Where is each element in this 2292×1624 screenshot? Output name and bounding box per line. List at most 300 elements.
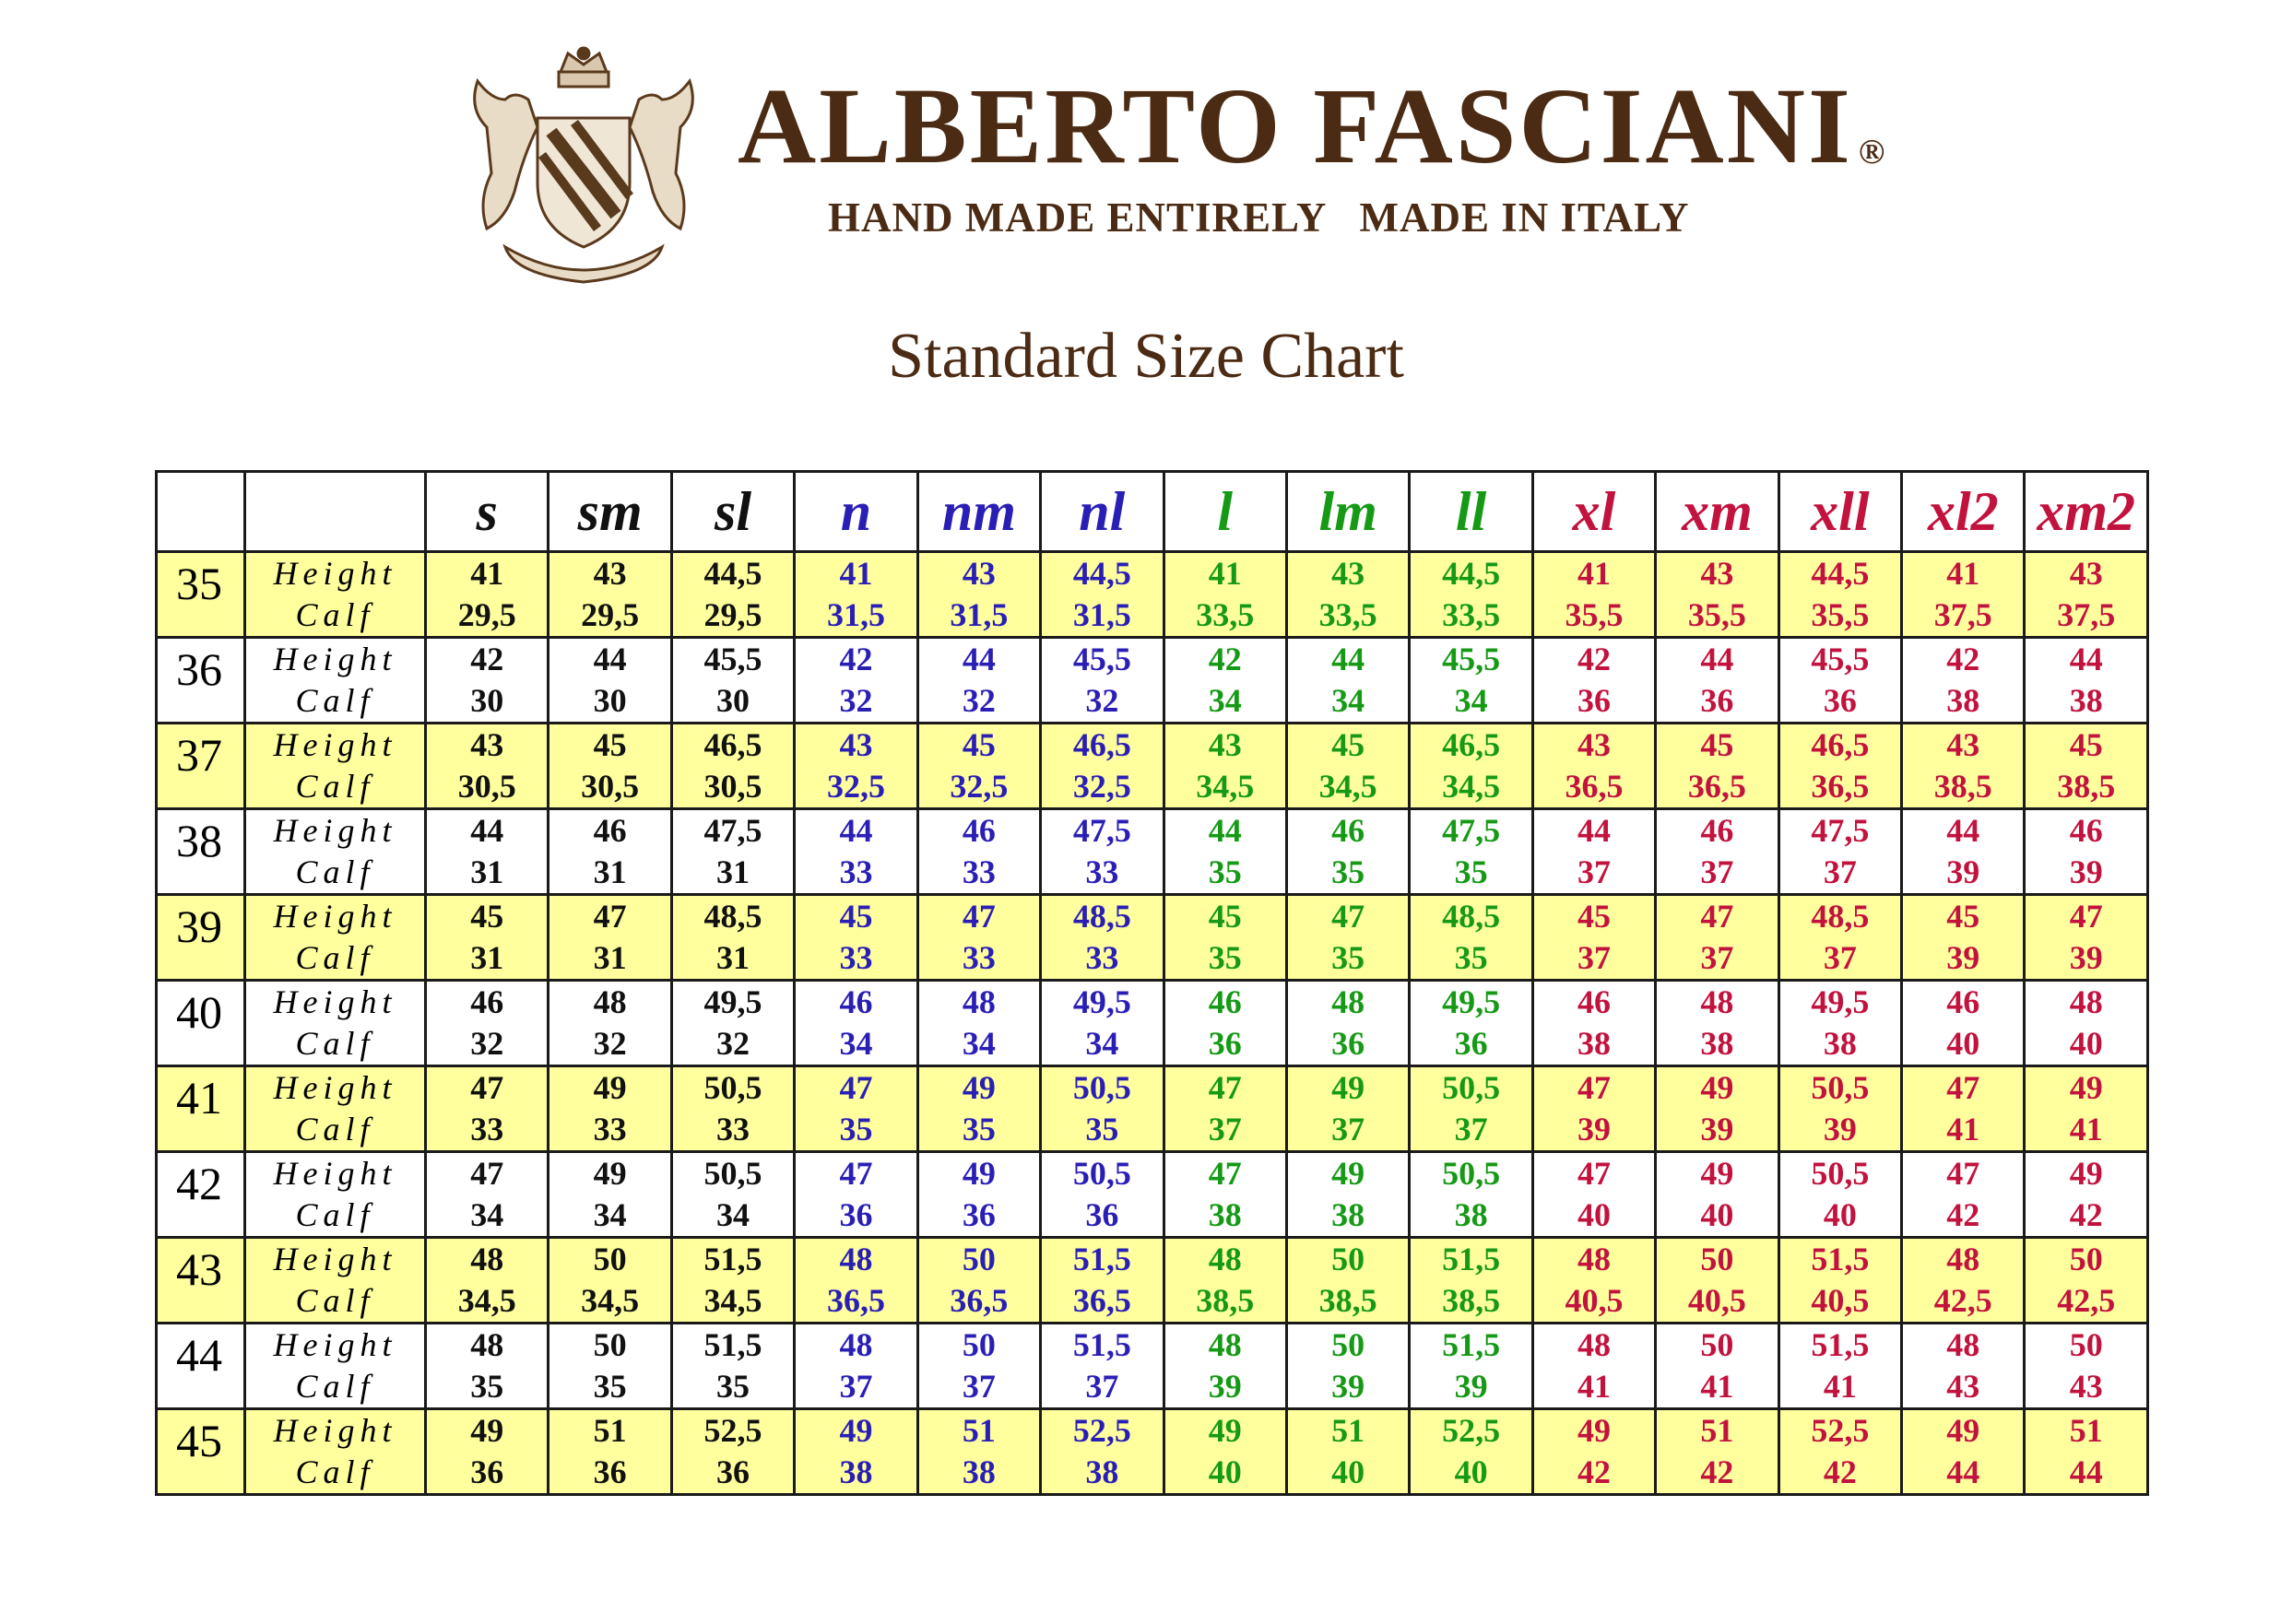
height-value: 52,5 <box>1811 1412 1870 1449</box>
height-value: 50 <box>1331 1241 1365 1277</box>
height-value: 50 <box>2069 1326 2103 1363</box>
size-value: 40 <box>176 986 222 1038</box>
value-cell-l <box>1164 1238 1286 1324</box>
calf-value: 36,5 <box>1811 768 1870 805</box>
calf-value: 31,5 <box>826 596 885 633</box>
height-value: 50,5 <box>1811 1155 1870 1192</box>
height-value: 47 <box>1946 1155 1980 1192</box>
calf-value: 38 <box>1454 1196 1488 1233</box>
value-cell-nm <box>917 895 1040 981</box>
calf-value: 41 <box>1946 1111 1980 1147</box>
calf-value: 33,5 <box>1318 596 1377 633</box>
height-value: 47,5 <box>1442 812 1501 849</box>
calf-value: 40 <box>1577 1196 1611 1233</box>
measure-label-cell <box>245 724 426 809</box>
value-cell-nl <box>1041 1152 1164 1238</box>
value-cell-xm <box>1656 1409 1778 1495</box>
value-cell-ll <box>1410 1066 1532 1152</box>
size-value: 38 <box>176 815 222 866</box>
calf-value: 37 <box>1454 1111 1488 1147</box>
value-cell-sl <box>671 895 794 981</box>
height-value: 41 <box>1208 555 1242 592</box>
height-label: Height <box>273 1155 397 1192</box>
column-header-xl: xl <box>1532 472 1655 552</box>
calf-value: 40 <box>1454 1453 1488 1490</box>
size-value: 41 <box>176 1072 222 1124</box>
value-cell-xll <box>1778 809 1901 895</box>
height-value: 49 <box>962 1155 996 1192</box>
table-row <box>157 1238 2148 1324</box>
calf-value: 37 <box>1208 1111 1242 1147</box>
value-cell-s <box>426 1324 549 1409</box>
height-value: 48,5 <box>1442 898 1501 935</box>
value-cell-xl2 <box>1902 809 2025 895</box>
value-cell-nl <box>1041 724 1164 809</box>
column-header-xm: xm <box>1656 472 1778 552</box>
height-value: 51 <box>1331 1412 1365 1449</box>
value-cell-n <box>795 638 917 724</box>
value-cell-n <box>795 1409 917 1495</box>
height-value: 48 <box>593 983 627 1020</box>
height-value: 47,5 <box>703 812 762 849</box>
height-value: 46 <box>1331 812 1365 849</box>
height-value: 49 <box>593 1069 627 1106</box>
value-cell-sm <box>549 724 671 809</box>
value-cell-xm <box>1656 1238 1778 1324</box>
value-cell-xm2 <box>2025 981 2147 1066</box>
height-value: 48 <box>470 1241 504 1277</box>
height-value: 49,5 <box>1442 983 1501 1020</box>
crest-logo <box>450 44 717 289</box>
value-cell-sm <box>549 1066 671 1152</box>
calf-value: 35 <box>593 1368 627 1405</box>
calf-value: 40 <box>1208 1453 1242 1490</box>
value-cell-sm <box>549 1238 671 1324</box>
value-cell-xll <box>1778 724 1901 809</box>
height-value: 46,5 <box>1442 726 1501 763</box>
height-value: 51,5 <box>703 1326 762 1363</box>
value-cell-sl <box>671 1238 794 1324</box>
size-value: 35 <box>176 558 222 609</box>
value-cell-nl <box>1041 1066 1164 1152</box>
value-cell-sm <box>549 1152 671 1238</box>
height-value: 48 <box>1946 1326 1980 1363</box>
value-cell-lm <box>1286 1409 1409 1495</box>
height-value: 45 <box>1946 898 1980 935</box>
calf-value: 37 <box>1700 939 1734 976</box>
height-value: 47 <box>1577 1069 1611 1106</box>
value-cell-nm <box>917 638 1040 724</box>
header-corner-size <box>157 472 245 552</box>
calf-value: 35,5 <box>1687 596 1746 633</box>
calf-value: 39 <box>1946 853 1980 890</box>
height-value: 45 <box>1700 726 1734 763</box>
height-value: 48,5 <box>703 898 762 935</box>
height-label: Height <box>273 641 397 677</box>
height-value: 46 <box>1946 983 1980 1020</box>
value-cell-lm <box>1286 895 1409 981</box>
calf-value: 31 <box>716 853 750 890</box>
calf-value: 35 <box>839 1111 873 1147</box>
value-cell-sm <box>549 552 671 638</box>
height-value: 44 <box>470 812 504 849</box>
height-value: 43 <box>1946 726 1980 763</box>
calf-value: 33 <box>962 853 996 890</box>
value-cell-nl <box>1041 981 1164 1066</box>
calf-value: 33 <box>593 1111 627 1147</box>
size-cell <box>157 809 245 895</box>
calf-value: 35 <box>1208 853 1242 890</box>
measure-label-cell <box>245 809 426 895</box>
value-cell-nl <box>1041 895 1164 981</box>
height-value: 46 <box>2069 812 2103 849</box>
value-cell-sm <box>549 1324 671 1409</box>
value-cell-xl <box>1532 895 1655 981</box>
height-value: 52,5 <box>1072 1412 1131 1449</box>
height-value: 43 <box>1700 555 1734 592</box>
height-label: Height <box>273 1241 397 1277</box>
calf-value: 33 <box>716 1111 750 1147</box>
calf-value: 42 <box>1700 1453 1734 1490</box>
height-value: 48 <box>962 983 996 1020</box>
size-cell <box>157 1409 245 1495</box>
calf-value: 36,5 <box>950 1282 1009 1319</box>
value-cell-n <box>795 809 917 895</box>
value-cell-ll <box>1410 1324 1532 1409</box>
column-header-xll: xll <box>1778 472 1901 552</box>
column-header-l: l <box>1164 472 1286 552</box>
value-cell-xm <box>1656 1066 1778 1152</box>
height-value: 49,5 <box>1072 983 1131 1020</box>
value-cell-xm2 <box>2025 895 2147 981</box>
calf-value: 36 <box>839 1196 873 1233</box>
calf-value: 34,5 <box>1442 768 1501 805</box>
height-value: 49 <box>1946 1412 1980 1449</box>
height-value: 45 <box>1331 726 1365 763</box>
calf-value: 35,5 <box>1811 596 1870 633</box>
header <box>0 0 2292 304</box>
value-cell-n <box>795 895 917 981</box>
height-value: 44,5 <box>1442 555 1501 592</box>
calf-value: 34 <box>593 1196 627 1233</box>
height-value: 47 <box>2069 898 2103 935</box>
height-value: 48 <box>1946 1241 1980 1277</box>
value-cell-n <box>795 724 917 809</box>
value-cell-xm2 <box>2025 638 2147 724</box>
calf-value: 35 <box>716 1368 750 1405</box>
height-value: 46 <box>1577 983 1611 1020</box>
value-cell-l <box>1164 1152 1286 1238</box>
height-value: 50,5 <box>1442 1069 1501 1106</box>
calf-value: 42,5 <box>1933 1282 1992 1319</box>
height-value: 50 <box>1331 1326 1365 1363</box>
calf-value: 39 <box>1577 1111 1611 1147</box>
calf-value: 34,5 <box>1318 768 1377 805</box>
calf-value: 38,5 <box>2057 768 2116 805</box>
value-cell-xm2 <box>2025 1152 2147 1238</box>
value-cell-xm <box>1656 638 1778 724</box>
calf-value: 31,5 <box>950 596 1009 633</box>
calf-value: 37 <box>1700 853 1734 890</box>
value-cell-l <box>1164 724 1286 809</box>
value-cell-nl <box>1041 1238 1164 1324</box>
calf-value: 35 <box>1331 853 1365 890</box>
value-cell-nl <box>1041 638 1164 724</box>
height-value: 49 <box>1700 1069 1734 1106</box>
size-value: 44 <box>176 1329 222 1381</box>
calf-value: 33,5 <box>1196 596 1255 633</box>
calf-value: 37 <box>1085 1368 1119 1405</box>
height-value: 47 <box>1208 1069 1242 1106</box>
height-value: 49 <box>2069 1069 2103 1106</box>
calf-label: Calf <box>295 1111 375 1147</box>
calf-value: 34 <box>1454 682 1488 719</box>
calf-value: 35 <box>1454 853 1488 890</box>
calf-value: 36 <box>1577 682 1611 719</box>
calf-value: 40,5 <box>1811 1282 1870 1319</box>
height-value: 46 <box>1208 983 1242 1020</box>
calf-value: 33 <box>839 939 873 976</box>
size-cell <box>157 1066 245 1152</box>
calf-value: 36,5 <box>1565 768 1624 805</box>
calf-value: 36 <box>962 1196 996 1233</box>
column-header-sm: sm <box>549 472 671 552</box>
calf-value: 34 <box>470 1196 504 1233</box>
height-value: 47 <box>1331 898 1365 935</box>
calf-label: Calf <box>295 1453 375 1490</box>
height-value: 48 <box>2069 983 2103 1020</box>
height-value: 48 <box>839 1241 873 1277</box>
height-value: 51,5 <box>1811 1241 1870 1277</box>
height-value: 48,5 <box>1072 898 1131 935</box>
height-value: 48 <box>839 1326 873 1363</box>
value-cell-xl2 <box>1902 552 2025 638</box>
calf-value: 38 <box>1946 682 1980 719</box>
calf-value: 34 <box>962 1025 996 1062</box>
height-label: Height <box>273 898 397 935</box>
size-value: 37 <box>176 729 222 781</box>
height-value: 48 <box>1700 983 1734 1020</box>
calf-value: 32,5 <box>826 768 885 805</box>
calf-value: 36,5 <box>1687 768 1746 805</box>
value-cell-xl <box>1532 552 1655 638</box>
height-value: 47 <box>1208 1155 1242 1192</box>
height-value: 48,5 <box>1811 898 1870 935</box>
table-row <box>157 552 2148 638</box>
value-cell-sl <box>671 724 794 809</box>
height-value: 47 <box>839 1155 873 1192</box>
height-value: 47 <box>1577 1155 1611 1192</box>
calf-value: 35 <box>1454 939 1488 976</box>
table-row <box>157 1324 2148 1409</box>
calf-value: 39 <box>2069 939 2103 976</box>
measure-label-cell <box>245 1409 426 1495</box>
height-value: 50 <box>2069 1241 2103 1277</box>
value-cell-l <box>1164 552 1286 638</box>
height-value: 41 <box>470 555 504 592</box>
height-value: 46 <box>593 812 627 849</box>
value-cell-lm <box>1286 724 1409 809</box>
calf-value: 30 <box>470 682 504 719</box>
column-header-n: n <box>795 472 917 552</box>
height-value: 46,5 <box>1072 726 1131 763</box>
size-cell <box>157 638 245 724</box>
value-cell-l <box>1164 1409 1286 1495</box>
value-cell-xl2 <box>1902 638 2025 724</box>
value-cell-xl2 <box>1902 1409 2025 1495</box>
table-row <box>157 1409 2148 1495</box>
value-cell-nl <box>1041 809 1164 895</box>
value-cell-xll <box>1778 1238 1901 1324</box>
height-value: 51,5 <box>1442 1241 1501 1277</box>
height-value: 51,5 <box>1072 1326 1131 1363</box>
value-cell-sm <box>549 981 671 1066</box>
value-cell-xm2 <box>2025 1409 2147 1495</box>
value-cell-nl <box>1041 1409 1164 1495</box>
height-value: 50 <box>593 1241 627 1277</box>
height-value: 45,5 <box>1811 641 1870 677</box>
calf-value: 36 <box>1700 682 1734 719</box>
calf-value: 35 <box>962 1111 996 1147</box>
value-cell-nm <box>917 1409 1040 1495</box>
column-header-s: s <box>426 472 549 552</box>
value-cell-n <box>795 981 917 1066</box>
height-value: 44 <box>1577 812 1611 849</box>
calf-value: 36 <box>1085 1196 1119 1233</box>
size-chart-table <box>155 470 2149 1496</box>
size-value: 36 <box>176 643 222 695</box>
calf-value: 36 <box>470 1453 504 1490</box>
height-value: 51,5 <box>1442 1326 1501 1363</box>
calf-value: 38 <box>1208 1196 1242 1233</box>
calf-value: 36 <box>716 1453 750 1490</box>
height-value: 44 <box>593 641 627 677</box>
height-value: 47 <box>839 1069 873 1106</box>
value-cell-sm <box>549 895 671 981</box>
value-cell-s <box>426 1238 549 1324</box>
height-value: 47 <box>593 898 627 935</box>
value-cell-xm <box>1656 1152 1778 1238</box>
value-cell-ll <box>1410 1152 1532 1238</box>
calf-value: 37 <box>1331 1111 1365 1147</box>
height-value: 49 <box>470 1412 504 1449</box>
value-cell-xl2 <box>1902 724 2025 809</box>
calf-value: 38,5 <box>1196 1282 1255 1319</box>
calf-value: 30,5 <box>703 768 762 805</box>
height-value: 48 <box>1208 1241 1242 1277</box>
value-cell-xl2 <box>1902 1238 2025 1324</box>
calf-value: 31 <box>593 939 627 976</box>
calf-value: 40 <box>1331 1453 1365 1490</box>
height-value: 45 <box>2069 726 2103 763</box>
calf-value: 37 <box>839 1368 873 1405</box>
height-value: 46 <box>1700 812 1734 849</box>
height-label: Height <box>273 726 397 763</box>
height-value: 51 <box>962 1412 996 1449</box>
measure-label-cell <box>245 895 426 981</box>
table-row <box>157 1066 2148 1152</box>
calf-value: 38 <box>1085 1453 1119 1490</box>
size-value: 45 <box>176 1415 222 1466</box>
value-cell-lm <box>1286 809 1409 895</box>
column-header-sl: sl <box>671 472 794 552</box>
value-cell-sl <box>671 1409 794 1495</box>
calf-value: 38,5 <box>1933 768 1992 805</box>
height-value: 50 <box>1700 1326 1734 1363</box>
height-value: 49 <box>1331 1155 1365 1192</box>
calf-value: 44 <box>1946 1453 1980 1490</box>
value-cell-n <box>795 1238 917 1324</box>
calf-label: Calf <box>295 596 375 633</box>
measure-label-cell <box>245 1324 426 1409</box>
size-value: 43 <box>176 1243 222 1295</box>
value-cell-xll <box>1778 552 1901 638</box>
value-cell-xm2 <box>2025 552 2147 638</box>
calf-value: 38 <box>2069 682 2103 719</box>
height-value: 46,5 <box>703 726 762 763</box>
calf-value: 37 <box>1577 853 1611 890</box>
calf-value: 41 <box>1577 1368 1611 1405</box>
height-value: 47 <box>1700 898 1734 935</box>
calf-value: 37,5 <box>2057 596 2116 633</box>
calf-value: 35,5 <box>1565 596 1624 633</box>
calf-value: 29,5 <box>581 596 640 633</box>
calf-value: 33 <box>1085 939 1119 976</box>
height-value: 44,5 <box>1811 555 1870 592</box>
height-value: 43 <box>2069 555 2103 592</box>
value-cell-xm2 <box>2025 724 2147 809</box>
value-cell-ll <box>1410 724 1532 809</box>
height-value: 52,5 <box>703 1412 762 1449</box>
height-value: 45 <box>962 726 996 763</box>
calf-value: 40,5 <box>1565 1282 1624 1319</box>
height-value: 49 <box>1331 1069 1365 1106</box>
value-cell-xll <box>1778 1409 1901 1495</box>
height-value: 44 <box>839 812 873 849</box>
value-cell-n <box>795 1152 917 1238</box>
calf-value: 38,5 <box>1442 1282 1501 1319</box>
calf-value: 33 <box>1085 853 1119 890</box>
calf-value: 37 <box>1823 939 1857 976</box>
calf-value: 31 <box>470 939 504 976</box>
calf-label: Calf <box>295 853 375 890</box>
calf-value: 39 <box>1823 1111 1857 1147</box>
height-value: 51,5 <box>703 1241 762 1277</box>
calf-value: 36,5 <box>1072 1282 1131 1319</box>
table-row <box>157 1152 2148 1238</box>
height-value: 48 <box>1577 1326 1611 1363</box>
calf-value: 38 <box>1823 1025 1857 1062</box>
height-value: 43 <box>593 555 627 592</box>
brand-name-text: ALBERTO FASCIANI <box>738 65 1853 186</box>
measure-label-cell <box>245 1152 426 1238</box>
value-cell-xl <box>1532 1152 1655 1238</box>
calf-value: 32 <box>470 1025 504 1062</box>
height-value: 45 <box>1577 898 1611 935</box>
height-value: 42 <box>839 641 873 677</box>
height-value: 50,5 <box>703 1155 762 1192</box>
height-value: 43 <box>1208 726 1242 763</box>
value-cell-xm2 <box>2025 809 2147 895</box>
calf-value: 34 <box>1208 682 1242 719</box>
height-value: 43 <box>962 555 996 592</box>
calf-value: 36 <box>1208 1025 1242 1062</box>
value-cell-xm <box>1656 809 1778 895</box>
height-value: 49 <box>962 1069 996 1106</box>
column-header-nl: nl <box>1041 472 1164 552</box>
column-header-nm: nm <box>917 472 1040 552</box>
height-value: 49,5 <box>703 983 762 1020</box>
